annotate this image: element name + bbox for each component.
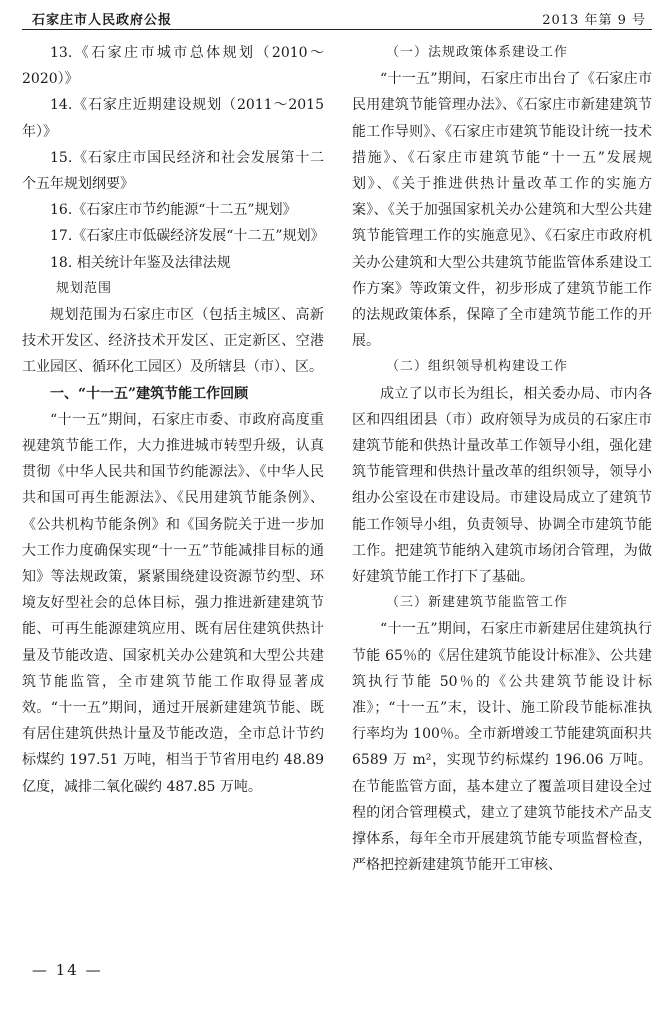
issue-number: 2013 年第 9 号 (542, 13, 646, 28)
subsection-heading: （三）新建建筑节能监管工作 (386, 595, 569, 611)
reference-item: 13.《石家庄市城市总体规划（2010～2020）》 (22, 45, 324, 88)
reference-item: 17.《石家庄市低碳经济发展“十二五”规划》 (50, 228, 325, 245)
section-heading: 一、“十一五”建筑节能工作回顾 (50, 385, 249, 402)
scope-paragraph: 规划范围为石家庄市区（包括主城区、高新技术开发区、经济技术开发区、正定新区、空港工业园区、循环化工园区）及所辖县（市）、区。 (22, 307, 324, 376)
reference-item: 16.《石家庄市节约能源“十二五”规划》 (50, 202, 297, 219)
reference-item: 15.《石家庄市国民经济和社会发展第十二个五年规划纲要》 (22, 149, 324, 193)
right-column (352, 40, 652, 879)
section-paragraph: “十一五”期间，石家庄市委、市政府高度重视建筑节能工作，大力推进城市转型升级，认真贯彻《中华人民共和国节约能源法》、《中华人民共和国可再生能源法》、《民用建筑节能条例》、《公共机构节能条例》和《国务院关于进一步加大工作力度确保实现“十一五”节能减排目标的通知》等法规政策，紧紧围绕建设资源节约型、环境友好型社会的总体目标，强力推进新建建筑节能、可再生能源建筑应用、既有居住建筑供热计量及节能改造、国家机关办公建筑和大型公共建筑节能监管，全市建筑节能工作取得显著成效。“十一五”期间，通过开展新建建筑节能、既有居住建筑供热计量及节能改造，全市总计节约标煤约 197.51 万吨，相当于节省用电约 48.89 亿度，减排二氧化碳约 487.85 万吨。 (22, 411, 324, 795)
page-number: — 14 — (32, 961, 103, 979)
scope-heading: 规划范围 (56, 280, 113, 296)
subsection-paragraph: 成立了以市长为组长，相关委办局、市内各区和四组团县（市）政府领导为成员的石家庄市建筑节能和供热计量改革工作领导小组，强化建筑节能管理和供热计量改革的组织领导，领导小组办公室设在市建设局。市建设局成立了建筑节能工作领导小组，负责领导、协调全市建筑节能工作。把建筑节能纳入建筑市场闭合管理，为做好建筑节能工作打下了基础。 (352, 385, 652, 586)
subsection-paragraph: “十一五”期间，石家庄市出台了《石家庄市民用建筑节能管理办法》、《石家庄市新建建筑节能工作导则》、《石家庄市建筑节能设计统一技术措施》、《石家庄市建筑节能“十一五”发展规划》、《关于推进供热计量改革工作的实施方案》、《关于加强国家机关办公建筑和大型公共建筑节能管理工作的实施意见》、《石家庄市政府机关办公建筑和大型公共建筑节能监管体系建设工作方案》等政策文件，初步形成了建筑节能工作的法规政策体系，保障了全市建筑节能工作的开展。 (352, 71, 652, 350)
reference-item: 14.《石家庄近期建设规划（2011～2015 年）》 (22, 97, 324, 140)
left-column (22, 40, 324, 800)
subsection-heading: （二）组织领导机构建设工作 (386, 359, 569, 375)
subsection-heading: （一）法规政策体系建设工作 (386, 45, 569, 60)
page-header (22, 7, 652, 30)
reference-item: 18. 相关统计年鉴及法律法规 (50, 254, 231, 271)
publication-title: 石家庄市人民政府公报 (32, 13, 173, 28)
subsection-paragraph: “十一五”期间，石家庄市新建居住建筑执行节能 65％的《居住建筑节能设计标准》、公共建筑执行节能 50％的《公共建筑节能设计标准》；“十一五”末，设计、施工阶段节能标准执行率均为 100％。全市新增竣工节能建筑面积共 6589 万 m²，实现节约标煤约 196.06 万吨。在节能监管方面，基本建立了覆盖项目建设全过程的闭合管理模式，建立了建筑节能技术产品支撑体系，每年全市开展建筑节能专项监督检查，严格把控新建建筑节能开工审核、 (352, 621, 652, 874)
